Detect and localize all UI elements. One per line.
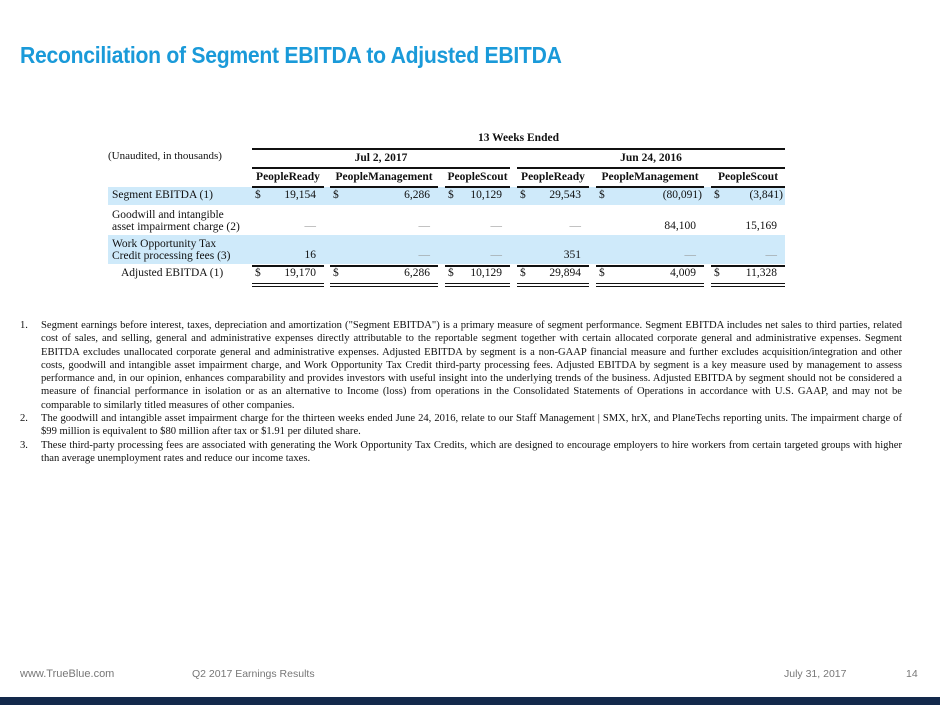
currency-symbol: $ (255, 267, 261, 279)
total-double-rule (517, 283, 589, 284)
column-header-rule (711, 186, 785, 188)
currency-symbol: $ (255, 189, 261, 201)
currency-symbol: $ (714, 267, 720, 279)
column-header-rule (252, 186, 324, 188)
subtotal-rule (596, 265, 704, 267)
footnote-3: 3. These third-party processing fees are associated with generating the Work Opportunity Tax Credits, which are designed to encourage employers to hire workers from certain targeted groups with higher than average unemployment rates and reduce our income taxes. (20, 439, 902, 464)
currency-symbol: $ (599, 189, 605, 201)
table-cell: — (765, 249, 777, 261)
table-cell: 10,129 (470, 267, 502, 279)
subtotal-rule (711, 265, 785, 267)
table-cell: — (490, 220, 502, 232)
currency-symbol: $ (599, 267, 605, 279)
row-label: Work Opportunity Tax (112, 238, 217, 250)
column-header: PeopleReady (256, 171, 320, 183)
period-rule-2016 (517, 167, 785, 169)
subtotal-rule (252, 265, 324, 267)
table-cell: 19,154 (284, 189, 316, 201)
table-cell: 6,286 (404, 267, 430, 279)
table-cell: 351 (563, 249, 581, 261)
table-cell: — (418, 249, 430, 261)
footer-deck-title: Q2 2017 Earnings Results (192, 668, 315, 680)
column-header-rule (517, 186, 589, 188)
table-cell: — (684, 249, 696, 261)
table-cell: 84,100 (664, 220, 696, 232)
table-cell: (80,091) (662, 189, 702, 201)
period-rule-2017 (252, 167, 510, 169)
table-cell: — (304, 220, 316, 232)
footnote-2: 2. The goodwill and intangible asset impairment charge for the thirteen weeks ended June 24, 2016, relate to our Staff Management | SMX, hrX, and PlaneTechs reporting units. The impairment charge of $99 million is equivalent to $80 million after tax or $1.91 per diluted share. (20, 413, 902, 438)
table-cell: — (418, 220, 430, 232)
column-header: PeopleManagement (335, 171, 433, 183)
table-cell: 6,286 (404, 189, 430, 201)
table-cell: 29,894 (549, 267, 581, 279)
total-double-rule (711, 283, 785, 284)
currency-symbol: $ (333, 189, 339, 201)
table-cell: (3,841) (749, 189, 783, 201)
column-header: PeopleScout (717, 171, 779, 183)
table-cell: 4,009 (670, 267, 696, 279)
reconciliation-table (0, 0, 940, 300)
table-cell: — (490, 249, 502, 261)
total-double-rule (445, 286, 510, 287)
column-header: PeopleScout (447, 171, 508, 183)
footer-date: July 31, 2017 (784, 668, 847, 680)
unit-note: (Unaudited, in thousands) (108, 150, 222, 162)
table-cell: 19,170 (284, 267, 316, 279)
page-title: Reconciliation of Segment EBITDA to Adjusted EBITDA (20, 42, 562, 68)
currency-symbol: $ (448, 267, 454, 279)
footer-bar (0, 697, 940, 705)
table-cell: 10,129 (470, 189, 502, 201)
currency-symbol: $ (448, 189, 454, 201)
table-cell: 29,543 (549, 189, 581, 201)
column-header: PeopleManagement (601, 171, 699, 183)
row-label: Segment EBITDA (1) (112, 189, 213, 201)
currency-symbol: $ (333, 267, 339, 279)
subtotal-rule (445, 265, 510, 267)
column-header-rule (596, 186, 704, 188)
footer-website[interactable]: www.TrueBlue.com (20, 668, 115, 680)
period-label-2016: Jun 24, 2016 (620, 152, 682, 164)
total-double-rule (252, 286, 324, 287)
row-label: asset impairment charge (2) (112, 221, 240, 233)
period-label-2017: Jul 2, 2017 (354, 152, 408, 164)
footer-page-number: 14 (906, 668, 918, 680)
footnote-1: 1. Segment earnings before interest, taxes, depreciation and amortization ("Segment EBITDA") is a primary measure of segment performance. Segment EBITDA includes net sales to third parties, related cost of sales, and selling, general and administrative expenses directly attributable to the reportable segment together with certain allocated corporate general and administrative expenses. Segment EBITDA excludes unallocated corporate general and administrative expenses. Adjusted EBITDA by segment is a non-GAAP financial measure and further excludes acquisition/integration and other costs, goodwill and intangible asset impairment charge, and Work Opportunity Tax Credit third-party processing fees. Adjusted EBITDA by segment is a key measure used by management to assess performance and, in our opinion, enhances comparability and provides investors with useful insight into the underlying trends of the business. Adjusted EBITDA by segment should not be considered a measure of financial performance in isolation or as an alternative to Income (loss) from operations in the Consolidated Statements of Operations in accordance with U.S. GAAP, and may not be comparable to similarly titled measures of other companies. (20, 320, 902, 411)
currency-symbol: $ (714, 189, 720, 201)
total-double-rule (596, 286, 704, 287)
table-cell: — (569, 220, 581, 232)
total-double-rule (252, 283, 324, 284)
table-cell: 16 (304, 249, 316, 261)
column-header: PeopleReady (521, 171, 585, 183)
total-double-rule (517, 286, 589, 287)
total-double-rule (596, 283, 704, 284)
footnotes (20, 319, 902, 465)
period-header: 13 Weeks Ended (478, 132, 559, 144)
currency-symbol: $ (520, 267, 526, 279)
header-rule (252, 148, 785, 150)
subtotal-rule (517, 265, 589, 267)
total-double-rule (330, 286, 438, 287)
total-double-rule (330, 283, 438, 284)
currency-symbol: $ (520, 189, 526, 201)
column-header-rule (330, 186, 438, 188)
total-double-rule (445, 283, 510, 284)
total-double-rule (711, 286, 785, 287)
row-label: Goodwill and intangible (112, 209, 224, 221)
table-cell: 15,169 (745, 220, 777, 232)
row-label: Credit processing fees (3) (112, 250, 231, 262)
table-cell: 11,328 (745, 267, 777, 279)
subtotal-rule (330, 265, 438, 267)
column-header-rule (445, 186, 510, 188)
row-label: Adjusted EBITDA (1) (121, 267, 224, 279)
